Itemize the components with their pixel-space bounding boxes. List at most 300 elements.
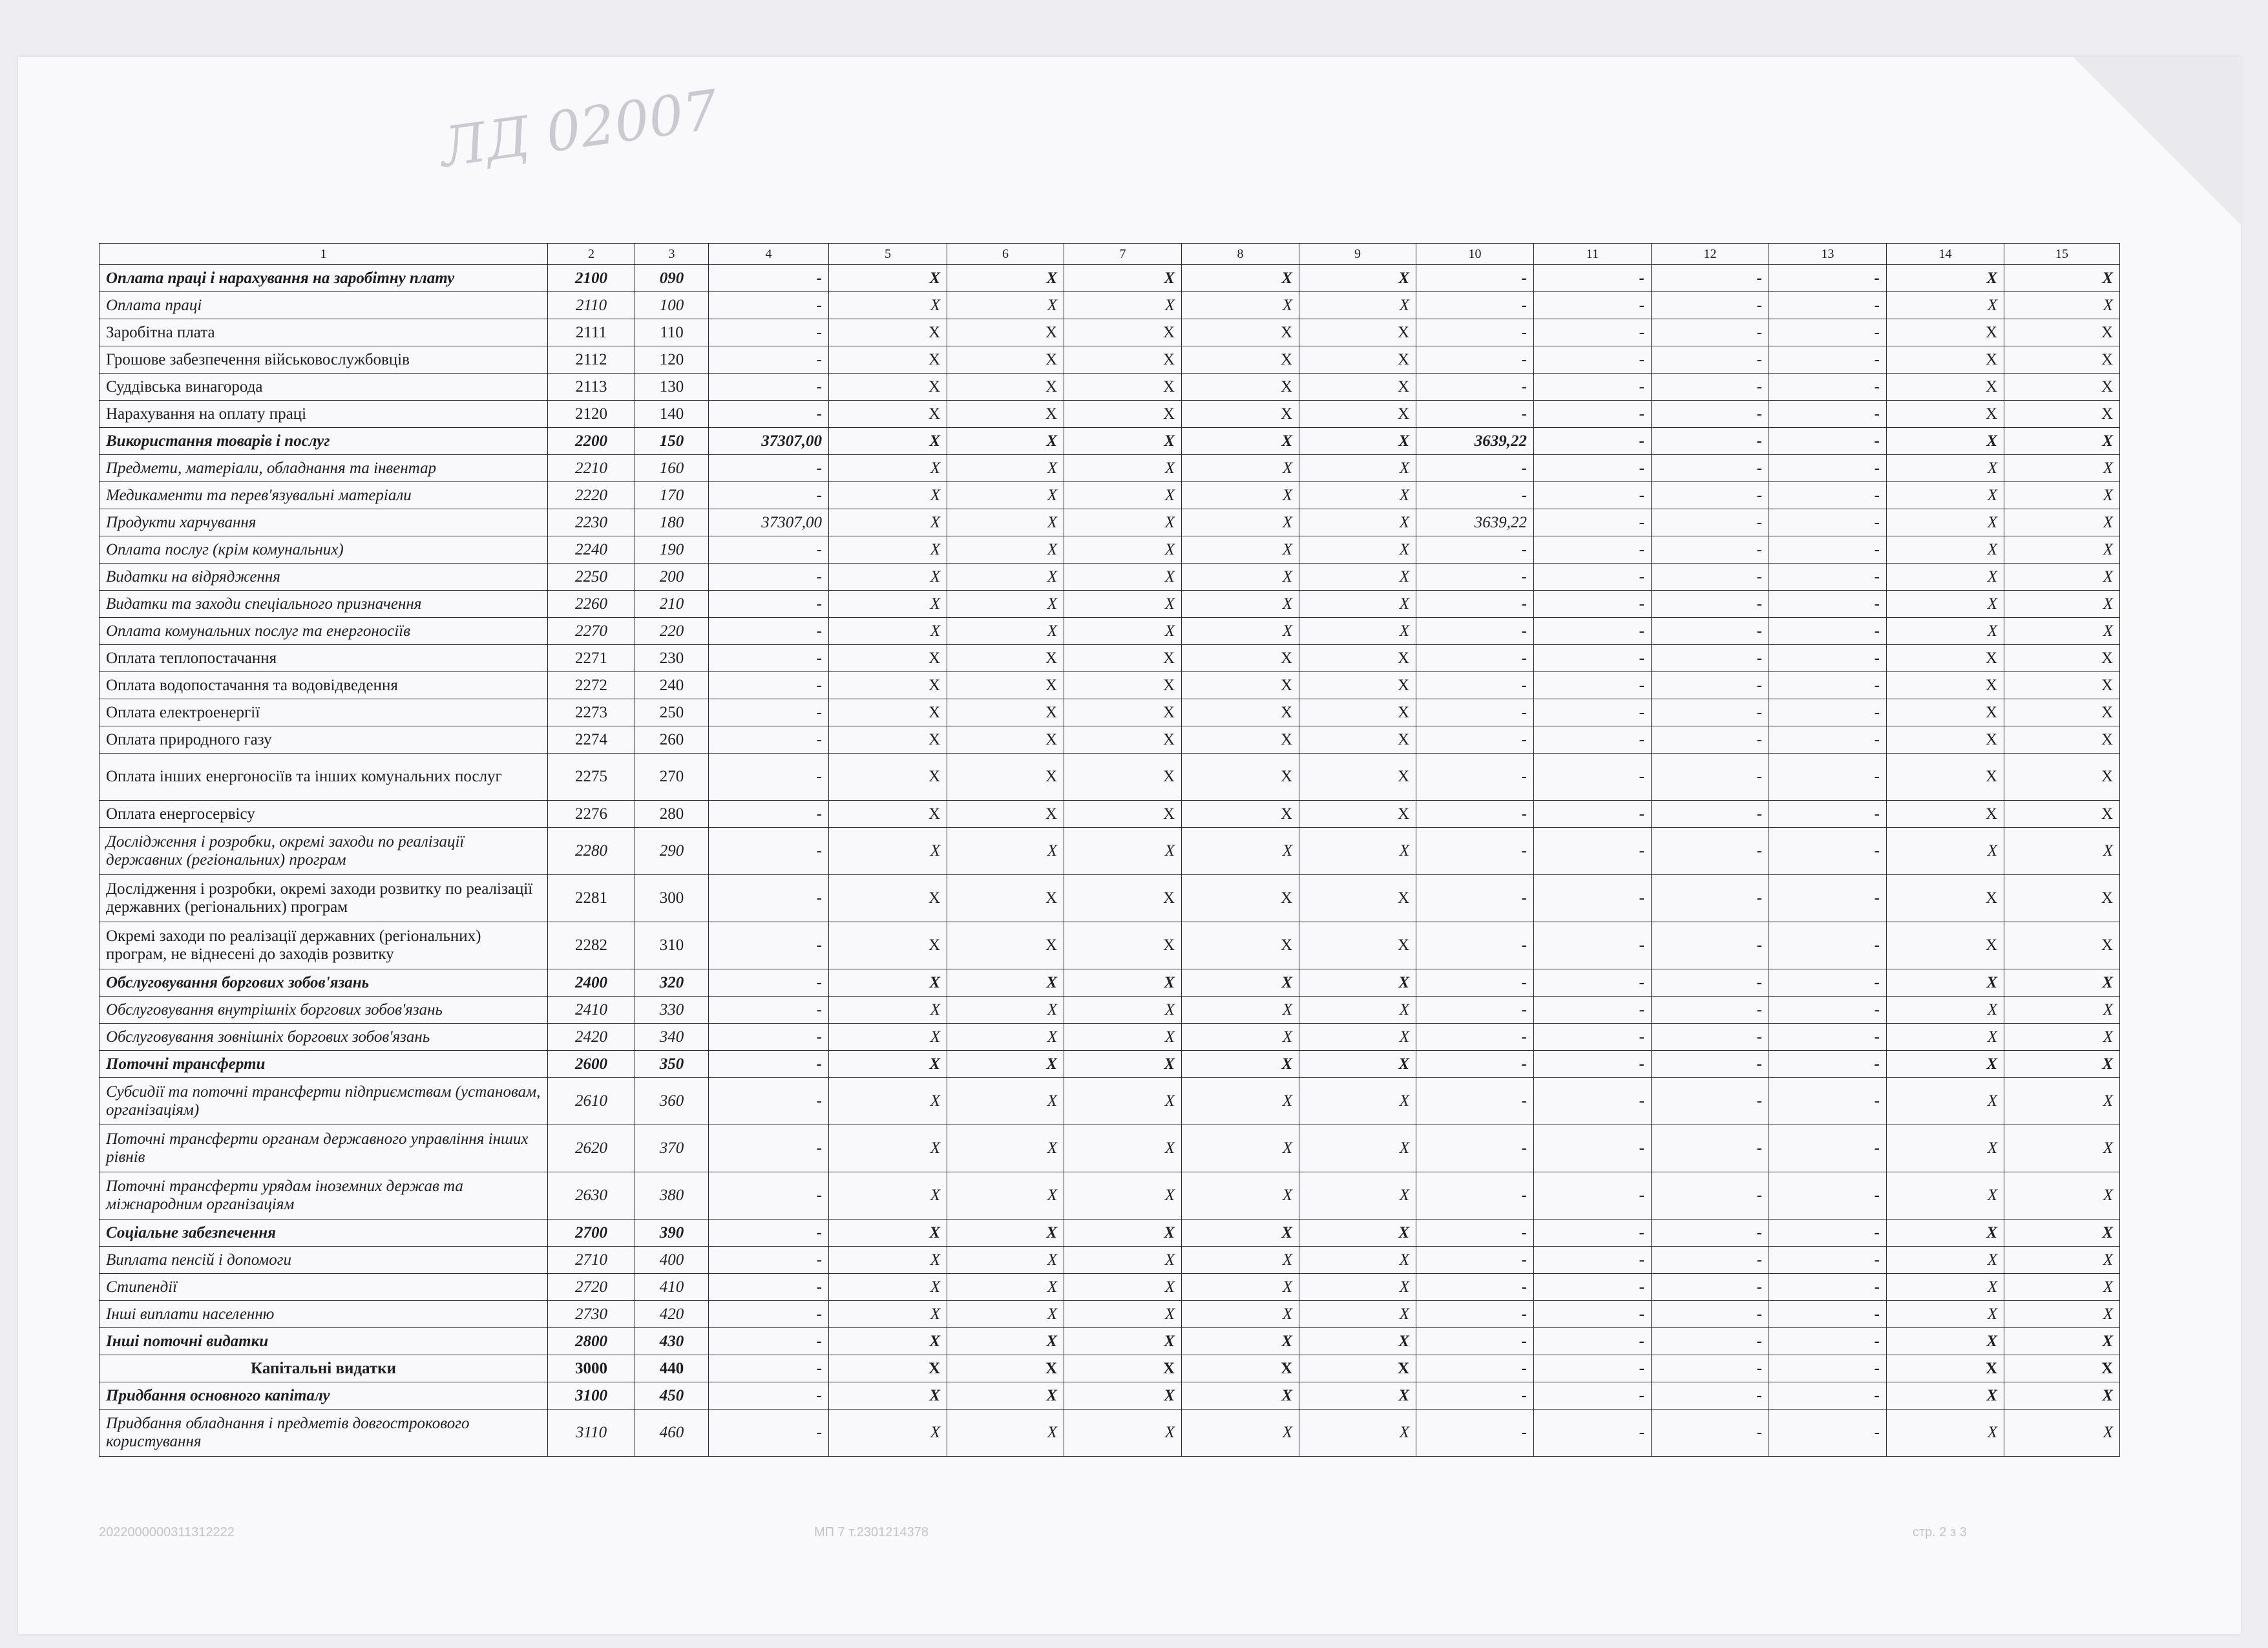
x-mark: X bbox=[829, 828, 947, 875]
x-mark: X bbox=[947, 1172, 1064, 1220]
x-mark: X bbox=[1887, 1382, 2004, 1410]
dash-mark: - bbox=[1769, 1024, 1887, 1051]
x-mark: X bbox=[947, 1301, 1064, 1328]
x-mark: X bbox=[829, 801, 947, 828]
line-code: 170 bbox=[635, 482, 709, 509]
dash-mark: - bbox=[1534, 997, 1652, 1024]
dash-mark: - bbox=[1416, 645, 1534, 672]
kekv-code: 2270 bbox=[548, 618, 635, 645]
column-number-5: 5 bbox=[829, 244, 947, 265]
x-mark: X bbox=[1299, 754, 1416, 801]
column-number-3: 3 bbox=[635, 244, 709, 265]
x-mark: X bbox=[2004, 509, 2120, 536]
col-4-value: - bbox=[709, 1382, 829, 1410]
x-mark: X bbox=[2004, 645, 2120, 672]
dash-mark: - bbox=[1652, 1410, 1769, 1457]
x-mark: X bbox=[829, 1125, 947, 1172]
col-4-value: - bbox=[709, 699, 829, 726]
x-mark: X bbox=[2004, 969, 2120, 997]
dash-mark: - bbox=[1416, 699, 1534, 726]
dash-mark: - bbox=[1416, 672, 1534, 699]
dash-mark: - bbox=[1652, 726, 1769, 754]
line-code: 270 bbox=[635, 754, 709, 801]
x-mark: X bbox=[947, 509, 1064, 536]
x-mark: X bbox=[1064, 699, 1182, 726]
dash-mark: - bbox=[1416, 374, 1534, 401]
x-mark: X bbox=[1064, 265, 1182, 292]
table-row bbox=[100, 801, 2120, 828]
x-mark: X bbox=[1887, 1220, 2004, 1247]
x-mark: X bbox=[947, 828, 1064, 875]
table-row bbox=[100, 1051, 2120, 1078]
kekv-code: 2111 bbox=[548, 319, 635, 346]
line-code: 110 bbox=[635, 319, 709, 346]
x-mark: X bbox=[1064, 401, 1182, 428]
x-mark: X bbox=[1182, 1051, 1299, 1078]
dash-mark: - bbox=[1652, 1301, 1769, 1328]
x-mark: X bbox=[1887, 374, 2004, 401]
line-code: 320 bbox=[635, 969, 709, 997]
col-4-value: - bbox=[709, 754, 829, 801]
x-mark: X bbox=[1299, 346, 1416, 374]
dash-mark: - bbox=[1416, 1172, 1534, 1220]
x-mark: X bbox=[1064, 1410, 1182, 1457]
x-mark: X bbox=[829, 428, 947, 455]
x-mark: X bbox=[1887, 997, 2004, 1024]
dash-mark: - bbox=[1534, 922, 1652, 969]
x-mark: X bbox=[829, 536, 947, 564]
table-row bbox=[100, 1172, 2120, 1220]
x-mark: X bbox=[2004, 1172, 2120, 1220]
row-name: Використання товарів і послуг bbox=[100, 428, 548, 455]
x-mark: X bbox=[2004, 346, 2120, 374]
kekv-code: 2230 bbox=[548, 509, 635, 536]
x-mark: X bbox=[2004, 1024, 2120, 1051]
x-mark: X bbox=[2004, 1125, 2120, 1172]
x-mark: X bbox=[947, 997, 1064, 1024]
col-4-value: - bbox=[709, 969, 829, 997]
table-row bbox=[100, 564, 2120, 591]
x-mark: X bbox=[1182, 509, 1299, 536]
col-4-value: - bbox=[709, 374, 829, 401]
x-mark: X bbox=[947, 1220, 1064, 1247]
line-code: 220 bbox=[635, 618, 709, 645]
table-row bbox=[100, 509, 2120, 536]
x-mark: X bbox=[1299, 1301, 1416, 1328]
dash-mark: - bbox=[1534, 1024, 1652, 1051]
table-row bbox=[100, 536, 2120, 564]
kekv-code: 3000 bbox=[548, 1355, 635, 1382]
table-row bbox=[100, 618, 2120, 645]
x-mark: X bbox=[1299, 1172, 1416, 1220]
dash-mark: - bbox=[1416, 1220, 1534, 1247]
col-4-value: - bbox=[709, 482, 829, 509]
row-name: Суддівська винагорода bbox=[100, 374, 548, 401]
col-4-value: - bbox=[709, 265, 829, 292]
x-mark: X bbox=[1299, 1382, 1416, 1410]
x-mark: X bbox=[2004, 801, 2120, 828]
dash-mark: - bbox=[1416, 265, 1534, 292]
x-mark: X bbox=[1182, 801, 1299, 828]
col-4-value: - bbox=[709, 645, 829, 672]
x-mark: X bbox=[1299, 509, 1416, 536]
column-number-10: 10 bbox=[1416, 244, 1534, 265]
handwritten-note: ЛД 02007 bbox=[436, 78, 722, 180]
dash-mark: - bbox=[1652, 1274, 1769, 1301]
table-row bbox=[100, 1328, 2120, 1355]
x-mark: X bbox=[947, 672, 1064, 699]
dash-mark: - bbox=[1534, 1410, 1652, 1457]
dash-mark: - bbox=[1534, 319, 1652, 346]
x-mark: X bbox=[1887, 699, 2004, 726]
x-mark: X bbox=[2004, 1301, 2120, 1328]
x-mark: X bbox=[1299, 1078, 1416, 1125]
x-mark: X bbox=[2004, 591, 2120, 618]
table-row bbox=[100, 1382, 2120, 1410]
dash-mark: - bbox=[1769, 875, 1887, 922]
col-4-value: - bbox=[709, 319, 829, 346]
dash-mark: - bbox=[1534, 801, 1652, 828]
dash-mark: - bbox=[1769, 1220, 1887, 1247]
x-mark: X bbox=[947, 1355, 1064, 1382]
x-mark: X bbox=[1887, 292, 2004, 319]
column-number-4: 4 bbox=[709, 244, 829, 265]
dash-mark: - bbox=[1416, 726, 1534, 754]
kekv-code: 2400 bbox=[548, 969, 635, 997]
x-mark: X bbox=[947, 455, 1064, 482]
x-mark: X bbox=[1299, 726, 1416, 754]
x-mark: X bbox=[829, 1274, 947, 1301]
col-4-value: - bbox=[709, 401, 829, 428]
x-mark: X bbox=[829, 922, 947, 969]
row-name: Грошове забезпечення військовослужбовців bbox=[100, 346, 548, 374]
x-mark: X bbox=[1299, 564, 1416, 591]
expenditure-report-table bbox=[99, 243, 2120, 1457]
table-row bbox=[100, 1355, 2120, 1382]
kekv-code: 2410 bbox=[548, 997, 635, 1024]
dash-mark: - bbox=[1416, 801, 1534, 828]
footer-stamp-number: МП 7 т.2301214378 bbox=[814, 1525, 929, 1539]
dash-mark: - bbox=[1769, 374, 1887, 401]
row-name: Оплата природного газу bbox=[100, 726, 548, 754]
dash-mark: - bbox=[1769, 1410, 1887, 1457]
dash-mark: - bbox=[1416, 455, 1534, 482]
x-mark: X bbox=[947, 969, 1064, 997]
dash-mark: - bbox=[1652, 1247, 1769, 1274]
row-name: Дослідження і розробки, окремі заходи розвитку по реалізації державних (регіональних) програм bbox=[100, 875, 548, 922]
x-mark: X bbox=[1064, 645, 1182, 672]
line-code: 180 bbox=[635, 509, 709, 536]
x-mark: X bbox=[947, 374, 1064, 401]
table-row bbox=[100, 292, 2120, 319]
kekv-code: 2620 bbox=[548, 1125, 635, 1172]
dash-mark: - bbox=[1416, 564, 1534, 591]
line-code: 140 bbox=[635, 401, 709, 428]
dash-mark: - bbox=[1416, 482, 1534, 509]
kekv-code: 2630 bbox=[548, 1172, 635, 1220]
dash-mark: - bbox=[1534, 265, 1652, 292]
table-row bbox=[100, 428, 2120, 455]
row-name: Видатки на відрядження bbox=[100, 564, 548, 591]
x-mark: X bbox=[2004, 428, 2120, 455]
x-mark: X bbox=[947, 1051, 1064, 1078]
col-4-value: - bbox=[709, 292, 829, 319]
line-code: 230 bbox=[635, 645, 709, 672]
table-row bbox=[100, 265, 2120, 292]
x-mark: X bbox=[829, 374, 947, 401]
dash-mark: - bbox=[1769, 536, 1887, 564]
x-mark: X bbox=[947, 1410, 1064, 1457]
dash-mark: - bbox=[1652, 699, 1769, 726]
dash-mark: - bbox=[1652, 801, 1769, 828]
col-4-value: - bbox=[709, 1220, 829, 1247]
dash-mark: - bbox=[1652, 754, 1769, 801]
dash-mark: - bbox=[1534, 428, 1652, 455]
kekv-code: 2260 bbox=[548, 591, 635, 618]
col-4-value: - bbox=[709, 1078, 829, 1125]
row-name: Обслуговування зовнішніх боргових зобов'язань bbox=[100, 1024, 548, 1051]
x-mark: X bbox=[2004, 1051, 2120, 1078]
x-mark: X bbox=[1182, 1328, 1299, 1355]
col-4-value: - bbox=[709, 618, 829, 645]
dash-mark: - bbox=[1534, 1220, 1652, 1247]
x-mark: X bbox=[1182, 1355, 1299, 1382]
dash-mark: - bbox=[1652, 346, 1769, 374]
dash-mark: - bbox=[1416, 346, 1534, 374]
x-mark: X bbox=[829, 455, 947, 482]
kekv-code: 2275 bbox=[548, 754, 635, 801]
dash-mark: - bbox=[1769, 1247, 1887, 1274]
dash-mark: - bbox=[1652, 1172, 1769, 1220]
col-4-value: - bbox=[709, 726, 829, 754]
column-number-15: 15 bbox=[2004, 244, 2120, 265]
col-4-value: - bbox=[709, 346, 829, 374]
x-mark: X bbox=[1887, 726, 2004, 754]
dash-mark: - bbox=[1416, 1328, 1534, 1355]
line-code: 250 bbox=[635, 699, 709, 726]
x-mark: X bbox=[947, 428, 1064, 455]
dash-mark: - bbox=[1534, 828, 1652, 875]
col-4-value: - bbox=[709, 1125, 829, 1172]
col-10-value: 3639,22 bbox=[1416, 428, 1534, 455]
dash-mark: - bbox=[1769, 346, 1887, 374]
x-mark: X bbox=[2004, 455, 2120, 482]
x-mark: X bbox=[1887, 1024, 2004, 1051]
dash-mark: - bbox=[1416, 319, 1534, 346]
row-name: Видатки та заходи спеціального призначення bbox=[100, 591, 548, 618]
dash-mark: - bbox=[1769, 1078, 1887, 1125]
dash-mark: - bbox=[1534, 726, 1652, 754]
dash-mark: - bbox=[1769, 509, 1887, 536]
x-mark: X bbox=[829, 1247, 947, 1274]
col-4-value: - bbox=[709, 591, 829, 618]
dash-mark: - bbox=[1534, 618, 1652, 645]
table-row bbox=[100, 346, 2120, 374]
x-mark: X bbox=[1064, 754, 1182, 801]
x-mark: X bbox=[829, 292, 947, 319]
table-row bbox=[100, 591, 2120, 618]
dash-mark: - bbox=[1416, 292, 1534, 319]
footer-page-number: стр. 2 з 3 bbox=[1913, 1525, 1967, 1539]
dash-mark: - bbox=[1534, 672, 1652, 699]
dash-mark: - bbox=[1652, 265, 1769, 292]
kekv-code: 2271 bbox=[548, 645, 635, 672]
dash-mark: - bbox=[1652, 1382, 1769, 1410]
x-mark: X bbox=[1887, 922, 2004, 969]
line-code: 160 bbox=[635, 455, 709, 482]
x-mark: X bbox=[1887, 645, 2004, 672]
dash-mark: - bbox=[1769, 969, 1887, 997]
x-mark: X bbox=[947, 564, 1064, 591]
dash-mark: - bbox=[1416, 828, 1534, 875]
x-mark: X bbox=[1182, 969, 1299, 997]
column-number-14: 14 bbox=[1887, 244, 2004, 265]
row-name: Оплата електроенергії bbox=[100, 699, 548, 726]
x-mark: X bbox=[1064, 1328, 1182, 1355]
x-mark: X bbox=[2004, 754, 2120, 801]
line-code: 380 bbox=[635, 1172, 709, 1220]
x-mark: X bbox=[1299, 1247, 1416, 1274]
x-mark: X bbox=[2004, 292, 2120, 319]
x-mark: X bbox=[1887, 618, 2004, 645]
x-mark: X bbox=[1299, 801, 1416, 828]
x-mark: X bbox=[947, 536, 1064, 564]
dash-mark: - bbox=[1652, 1125, 1769, 1172]
x-mark: X bbox=[947, 1382, 1064, 1410]
line-code: 450 bbox=[635, 1382, 709, 1410]
dash-mark: - bbox=[1534, 1328, 1652, 1355]
row-name: Нарахування на оплату праці bbox=[100, 401, 548, 428]
row-name: Оплата послуг (крім комунальних) bbox=[100, 536, 548, 564]
dash-mark: - bbox=[1769, 482, 1887, 509]
x-mark: X bbox=[1299, 401, 1416, 428]
x-mark: X bbox=[1182, 401, 1299, 428]
line-code: 430 bbox=[635, 1328, 709, 1355]
x-mark: X bbox=[1887, 482, 2004, 509]
row-name: Оплата теплопостачання bbox=[100, 645, 548, 672]
x-mark: X bbox=[947, 699, 1064, 726]
line-code: 290 bbox=[635, 828, 709, 875]
dash-mark: - bbox=[1769, 645, 1887, 672]
x-mark: X bbox=[947, 922, 1064, 969]
x-mark: X bbox=[1064, 536, 1182, 564]
kekv-code: 2281 bbox=[548, 875, 635, 922]
line-code: 350 bbox=[635, 1051, 709, 1078]
column-number-13: 13 bbox=[1769, 244, 1887, 265]
line-code: 360 bbox=[635, 1078, 709, 1125]
dash-mark: - bbox=[1769, 1274, 1887, 1301]
dash-mark: - bbox=[1534, 1247, 1652, 1274]
table-row bbox=[100, 969, 2120, 997]
col-4-value: - bbox=[709, 828, 829, 875]
x-mark: X bbox=[1299, 536, 1416, 564]
x-mark: X bbox=[1064, 1247, 1182, 1274]
x-mark: X bbox=[1182, 1301, 1299, 1328]
dash-mark: - bbox=[1652, 618, 1769, 645]
x-mark: X bbox=[1299, 645, 1416, 672]
x-mark: X bbox=[1299, 828, 1416, 875]
x-mark: X bbox=[1887, 346, 2004, 374]
x-mark: X bbox=[1887, 875, 2004, 922]
row-name: Предмети, матеріали, обладнання та інвентар bbox=[100, 455, 548, 482]
x-mark: X bbox=[829, 969, 947, 997]
dash-mark: - bbox=[1652, 828, 1769, 875]
x-mark: X bbox=[1182, 265, 1299, 292]
dash-mark: - bbox=[1534, 292, 1652, 319]
row-name: Медикаменти та перев'язувальні матеріали bbox=[100, 482, 548, 509]
x-mark: X bbox=[1887, 754, 2004, 801]
dash-mark: - bbox=[1416, 1125, 1534, 1172]
x-mark: X bbox=[1064, 875, 1182, 922]
dash-mark: - bbox=[1534, 875, 1652, 922]
x-mark: X bbox=[829, 997, 947, 1024]
row-name: Оплата праці і нарахування на заробітну плату bbox=[100, 265, 548, 292]
x-mark: X bbox=[1182, 536, 1299, 564]
x-mark: X bbox=[2004, 997, 2120, 1024]
row-name: Продукти харчування bbox=[100, 509, 548, 536]
x-mark: X bbox=[1299, 1274, 1416, 1301]
table-row bbox=[100, 1274, 2120, 1301]
col-4-value: - bbox=[709, 672, 829, 699]
x-mark: X bbox=[829, 1078, 947, 1125]
col-4-value: - bbox=[709, 875, 829, 922]
x-mark: X bbox=[1887, 401, 2004, 428]
x-mark: X bbox=[947, 754, 1064, 801]
column-number-8: 8 bbox=[1182, 244, 1299, 265]
x-mark: X bbox=[1182, 997, 1299, 1024]
x-mark: X bbox=[947, 1328, 1064, 1355]
x-mark: X bbox=[2004, 319, 2120, 346]
x-mark: X bbox=[1064, 969, 1182, 997]
dash-mark: - bbox=[1416, 1301, 1534, 1328]
x-mark: X bbox=[1064, 1078, 1182, 1125]
col-4-value: - bbox=[709, 1172, 829, 1220]
x-mark: X bbox=[1064, 1051, 1182, 1078]
kekv-code: 2420 bbox=[548, 1024, 635, 1051]
dash-mark: - bbox=[1652, 1220, 1769, 1247]
dash-mark: - bbox=[1652, 875, 1769, 922]
x-mark: X bbox=[1887, 801, 2004, 828]
dash-mark: - bbox=[1652, 455, 1769, 482]
kekv-code: 2272 bbox=[548, 672, 635, 699]
kekv-code: 2710 bbox=[548, 1247, 635, 1274]
col-4-value: 37307,00 bbox=[709, 509, 829, 536]
row-name: Інші виплати населенню bbox=[100, 1301, 548, 1328]
line-code: 400 bbox=[635, 1247, 709, 1274]
dash-mark: - bbox=[1534, 1051, 1652, 1078]
kekv-code: 2120 bbox=[548, 401, 635, 428]
kekv-code: 2250 bbox=[548, 564, 635, 591]
x-mark: X bbox=[1887, 509, 2004, 536]
x-mark: X bbox=[1182, 1247, 1299, 1274]
x-mark: X bbox=[1064, 1220, 1182, 1247]
x-mark: X bbox=[1182, 374, 1299, 401]
x-mark: X bbox=[829, 1220, 947, 1247]
x-mark: X bbox=[829, 591, 947, 618]
x-mark: X bbox=[1064, 828, 1182, 875]
line-code: 120 bbox=[635, 346, 709, 374]
x-mark: X bbox=[1299, 1328, 1416, 1355]
x-mark: X bbox=[1887, 1355, 2004, 1382]
kekv-code: 2200 bbox=[548, 428, 635, 455]
table-row bbox=[100, 672, 2120, 699]
dash-mark: - bbox=[1416, 1247, 1534, 1274]
x-mark: X bbox=[1182, 754, 1299, 801]
line-code: 420 bbox=[635, 1301, 709, 1328]
x-mark: X bbox=[1299, 618, 1416, 645]
column-number-9: 9 bbox=[1299, 244, 1416, 265]
x-mark: X bbox=[1182, 828, 1299, 875]
